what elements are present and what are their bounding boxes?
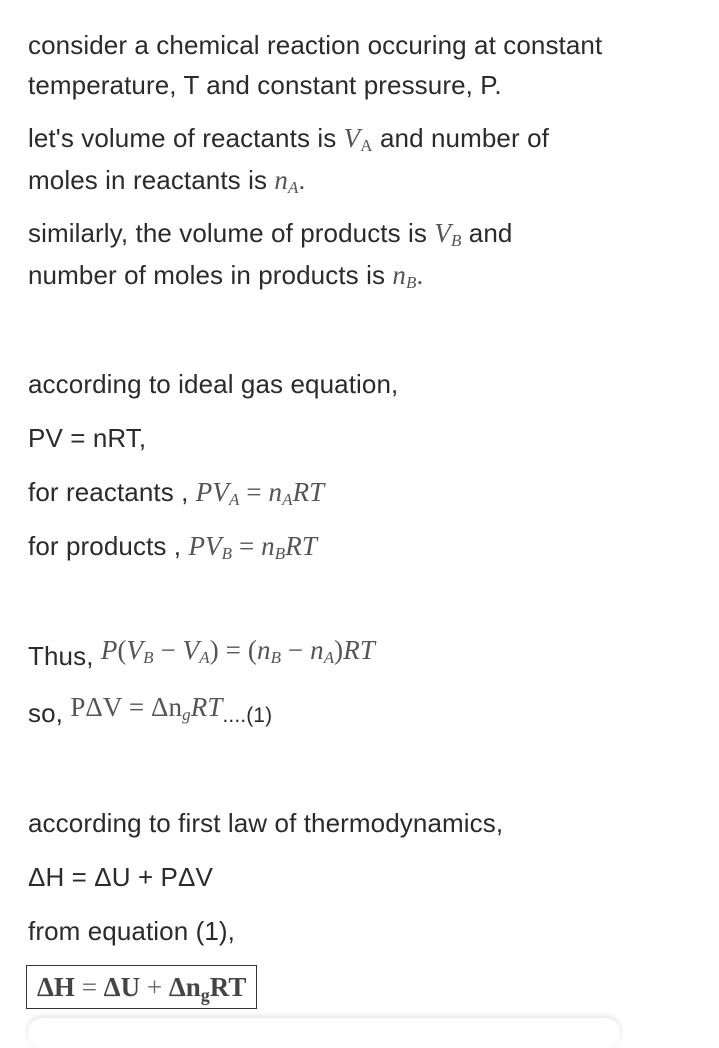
text-span: Thus,	[28, 641, 94, 671]
final-result-box: $\Delta H = \Delta U + \Delta n_gRT$	[26, 965, 257, 1009]
text-line: temperature, T and constant pressure, P.	[28, 70, 502, 100]
text-span: similarly, the volume of products is	[28, 218, 428, 248]
next-card-edge	[28, 1018, 620, 1048]
text-span: for reactants ,	[28, 477, 189, 507]
equation-reactants: $PV_A = n_ART$	[195, 477, 325, 509]
text-line: consider a chemical reaction occuring at constant	[28, 30, 603, 60]
math-va: $V_A$	[343, 123, 373, 155]
text-line: PV = nRT,	[28, 423, 147, 453]
equation-ref: ....(1)	[222, 704, 273, 727]
equation-1: $P\Delta V = \Delta n_gRT$	[70, 692, 223, 724]
text-span: let's volume of reactants is	[28, 123, 337, 153]
equation-thus: $P(V_B - V_A) = (n_B - n_A)RT$	[100, 635, 375, 667]
text-line	[28, 635, 375, 672]
text-line	[28, 122, 549, 154]
text-line	[28, 164, 305, 196]
text-line	[28, 259, 423, 291]
math-vb: $V_B$	[434, 218, 462, 250]
text-span: and	[468, 218, 513, 248]
text-line	[28, 530, 317, 562]
math-na: $n_A$.	[274, 165, 306, 197]
text-line	[28, 692, 273, 732]
text-span: so,	[28, 698, 63, 728]
text-line: from equation (1),	[28, 916, 236, 946]
equation-products: $PV_B = n_BRT$	[188, 531, 317, 563]
text-line	[28, 476, 324, 508]
text-span: number of moles in products is	[28, 260, 386, 290]
text-line: according to ideal gas equation,	[28, 369, 399, 399]
text-span: and number of	[379, 123, 549, 153]
text-line: ΔH = ΔU + PΔV	[28, 862, 213, 892]
text-span: for products ,	[28, 531, 182, 561]
text-span: moles in reactants is	[28, 165, 268, 195]
text-line	[28, 217, 512, 249]
text-line: according to first law of thermodynamics,	[28, 808, 504, 838]
math-nb: $n_B$.	[392, 260, 424, 292]
